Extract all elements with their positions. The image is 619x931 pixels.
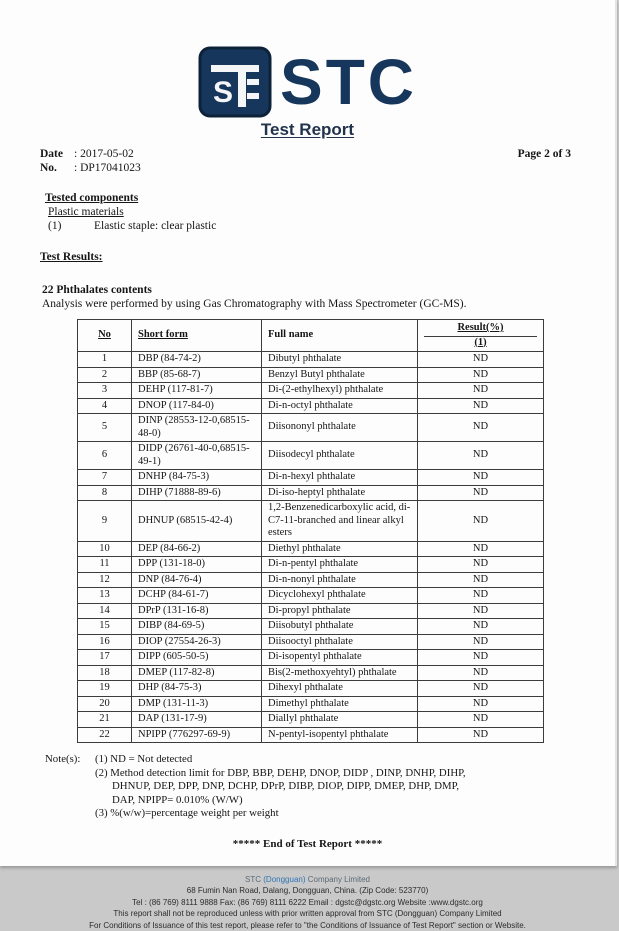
cell-no: 21 (78, 712, 132, 728)
cell-result: ND (418, 712, 544, 728)
table-row (78, 634, 544, 650)
cell-result: ND (418, 634, 544, 650)
table-row (78, 712, 544, 728)
date-row (40, 147, 571, 161)
cell-no: 18 (78, 665, 132, 681)
cell-full: Dibutyl phthalate (262, 352, 418, 368)
note-line: (1) ND = Not detected (95, 753, 466, 767)
cell-short: DNP (84-76-4) (132, 572, 262, 588)
cell-no: 11 (78, 557, 132, 573)
footer-notice-2: For Conditions of Issuance of this test report, please refer to "the Conditions of Issuance of Test Report" section or Website. (0, 920, 615, 931)
table-row (78, 588, 544, 604)
table-row (78, 398, 544, 414)
cell-short: DIDP (26761-40-0,68515-49-1) (132, 442, 262, 470)
table-row (78, 352, 544, 368)
table-row (78, 414, 544, 442)
stc-logo-icon (198, 46, 272, 118)
cell-short: DPP (131-18-0) (132, 557, 262, 573)
report-no-value: : DP17041023 (74, 161, 141, 175)
cell-full: Diisooctyl phthalate (262, 634, 418, 650)
table-row (78, 696, 544, 712)
cell-full: N-pentyl-isopentyl phthalate (262, 727, 418, 743)
cell-full: Di-n-hexyl phthalate (262, 470, 418, 486)
cell-no: 12 (78, 572, 132, 588)
component-item-index: (1) (48, 219, 94, 233)
cell-result: ND (418, 414, 544, 442)
cell-result: ND (418, 557, 544, 573)
stc-logo-text: STC (280, 50, 417, 114)
report-no-label: No. (40, 161, 74, 175)
cell-short: NPIPP (776297-69-9) (132, 727, 262, 743)
cell-no: 8 (78, 485, 132, 501)
cell-no: 22 (78, 727, 132, 743)
footer-company-pre: STC (245, 875, 263, 884)
table-row (78, 619, 544, 635)
cell-result: ND (418, 470, 544, 486)
note-line: DHNUP, DEP, DPP, DNP, DCHP, DPrP, DIBP, DIOP, DIPP, DMEP, DHP, DMP, (95, 780, 466, 794)
cell-short: DIPP (605-50-5) (132, 650, 262, 666)
table-row (78, 557, 544, 573)
header-result-sub: (1) (424, 337, 537, 351)
footer-company-post: Company Limited (306, 875, 370, 884)
cell-full: Di-propyl phthalate (262, 603, 418, 619)
cell-full: Di-isopentyl phthalate (262, 650, 418, 666)
cell-result: ND (418, 398, 544, 414)
cell-short: DINP (28553-12-0,68515-48-0) (132, 414, 262, 442)
cell-result: ND (418, 681, 544, 697)
table-row (78, 727, 544, 743)
cell-result: ND (418, 619, 544, 635)
table-row (78, 665, 544, 681)
cell-result: ND (418, 588, 544, 604)
cell-no: 16 (78, 634, 132, 650)
cell-short: DMP (131-11-3) (132, 696, 262, 712)
header-short-form: Short form (132, 320, 262, 352)
cell-short: DIOP (27554-26-3) (132, 634, 262, 650)
cell-no: 2 (78, 367, 132, 383)
header-no: No (78, 320, 132, 352)
cell-short: DEP (84-66-2) (132, 541, 262, 557)
table-row (78, 485, 544, 501)
cell-short: DHP (84-75-3) (132, 681, 262, 697)
table-row (78, 541, 544, 557)
cell-result: ND (418, 367, 544, 383)
cell-result: ND (418, 383, 544, 399)
cell-full: Diisononyl phthalate (262, 414, 418, 442)
footer-contact: Tel : (86 769) 8111 9888 Fax: (86 769) 8111 6222 Email : dgstc@dgstc.org Website :www.dgstc.org (0, 897, 615, 909)
cell-no: 7 (78, 470, 132, 486)
table-header-row (78, 320, 544, 352)
cell-short: DPrP (131-16-8) (132, 603, 262, 619)
results-table (77, 319, 544, 743)
cell-full: Dicyclohexyl phthalate (262, 588, 418, 604)
cell-full: Di-n-pentyl phthalate (262, 557, 418, 573)
cell-no: 19 (78, 681, 132, 697)
end-of-report: ***** End of Test Report ***** (0, 838, 615, 850)
cell-result: ND (418, 352, 544, 368)
results-table-body (78, 352, 544, 743)
table-row (78, 603, 544, 619)
cell-result: ND (418, 650, 544, 666)
cell-no: 3 (78, 383, 132, 399)
material-type: Plastic materials (48, 205, 575, 219)
cell-short: DHNUP (68515-42-4) (132, 501, 262, 542)
table-row (78, 470, 544, 486)
table-row (78, 681, 544, 697)
cell-no: 6 (78, 442, 132, 470)
table-row (78, 501, 544, 542)
footer-notice-1: This report shall not be reproduced unless with prior written approval from STC (Dongguan) Company Limited (0, 908, 615, 920)
cell-short: DCHP (84-61-7) (132, 588, 262, 604)
tested-components-heading: Tested components (45, 191, 575, 205)
cell-no: 1 (78, 352, 132, 368)
cell-full: Di-(2-ethylhexyl) phthalate (262, 383, 418, 399)
cell-full: Diisodecyl phthalate (262, 442, 418, 470)
cell-no: 14 (78, 603, 132, 619)
cell-full: Benzyl Butyl phthalate (262, 367, 418, 383)
cell-no: 13 (78, 588, 132, 604)
report-title: Test Report (0, 120, 615, 140)
cell-no: 10 (78, 541, 132, 557)
cell-full: Diethyl phthalate (262, 541, 418, 557)
cell-result: ND (418, 485, 544, 501)
date-label: Date (40, 147, 74, 161)
page-number: Page 2 of 3 (518, 147, 571, 161)
cell-result: ND (418, 665, 544, 681)
phthalates-section (42, 283, 575, 311)
report-no-row (40, 161, 571, 175)
cell-no: 5 (78, 414, 132, 442)
cell-short: DIHP (71888-89-6) (132, 485, 262, 501)
cell-result: ND (418, 501, 544, 542)
cell-short: DMEP (117-82-8) (132, 665, 262, 681)
cell-no: 9 (78, 501, 132, 542)
footer-company-city: (Dongguan) (263, 875, 305, 884)
tested-components-block (45, 191, 575, 233)
notes-lines (95, 753, 466, 821)
cell-result: ND (418, 603, 544, 619)
header-result (418, 320, 544, 352)
logo-block (0, 0, 615, 118)
component-item-desc: Elastic staple: clear plastic (94, 219, 216, 233)
note-line: (2) Method detection limit for DBP, BBP, DEHP, DNOP, DIDP , DINP, DNHP, DIHP, (95, 767, 466, 781)
cell-result: ND (418, 572, 544, 588)
cell-full: Di-iso-heptyl phthalate (262, 485, 418, 501)
cell-result: ND (418, 442, 544, 470)
table-row (78, 367, 544, 383)
component-item (48, 219, 575, 233)
cell-short: BBP (85-68-7) (132, 367, 262, 383)
cell-full: 1,2-Benzenedicarboxylic acid, di-C7-11-branched and linear alkyl esters (262, 501, 418, 542)
cell-short: DIBP (84-69-5) (132, 619, 262, 635)
notes-block (45, 753, 585, 821)
section-description: Analysis were performed by using Gas Chromatography with Mass Spectrometer (GC-MS). (42, 297, 575, 311)
table-row (78, 442, 544, 470)
cell-no: 17 (78, 650, 132, 666)
svg-text:S: S (213, 76, 233, 109)
section-heading: 22 Phthalates contents (42, 283, 575, 297)
cell-short: DNOP (117-84-0) (132, 398, 262, 414)
header-full-name: Full name (262, 320, 418, 352)
note-line: (3) %(w/w)=percentage weight per weight (95, 807, 466, 821)
footer-company (0, 874, 615, 886)
note-line: DAP, NPIPP= 0.010% (W/W) (95, 794, 466, 808)
cell-no: 4 (78, 398, 132, 414)
notes-label: Note(s): (45, 753, 95, 821)
cell-result: ND (418, 541, 544, 557)
header-result-top: Result(%) (424, 321, 537, 337)
cell-full: Diisobutyl phthalate (262, 619, 418, 635)
cell-short: DAP (131-17-9) (132, 712, 262, 728)
footer (0, 874, 615, 931)
cell-result: ND (418, 696, 544, 712)
cell-full: Dimethyl phthalate (262, 696, 418, 712)
cell-full: Dihexyl phthalate (262, 681, 418, 697)
table-row (78, 383, 544, 399)
cell-full: Diallyl phthalate (262, 712, 418, 728)
test-results-heading: Test Results: (40, 251, 575, 263)
cell-short: DEHP (117-81-7) (132, 383, 262, 399)
cell-short: DBP (84-74-2) (132, 352, 262, 368)
footer-address: 68 Fumin Nan Road, Dalang, Dongguan, China. (Zip Code: 523770) (0, 885, 615, 897)
cell-full: Di-n-octyl phthalate (262, 398, 418, 414)
cell-full: Di-n-nonyl phthalate (262, 572, 418, 588)
table-row (78, 650, 544, 666)
cell-short: DNHP (84-75-3) (132, 470, 262, 486)
cell-no: 15 (78, 619, 132, 635)
cell-full: Bis(2-methoxyehtyl) phthalate (262, 665, 418, 681)
meta-block (40, 147, 571, 175)
cell-no: 20 (78, 696, 132, 712)
table-row (78, 572, 544, 588)
cell-result: ND (418, 727, 544, 743)
date-value: : 2017-05-02 (74, 147, 134, 161)
